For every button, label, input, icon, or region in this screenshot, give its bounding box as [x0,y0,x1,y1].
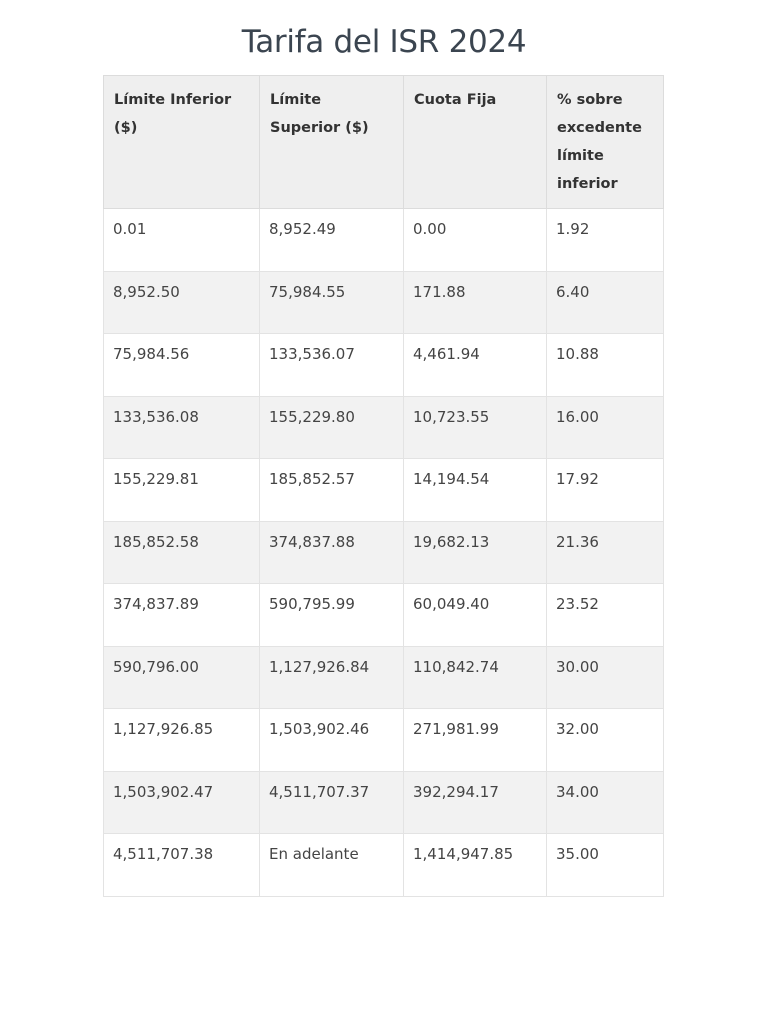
cell-limite-inferior: 75,984.56 [104,334,260,397]
cell-limite-superior: En adelante [260,834,404,897]
cell-limite-superior: 1,503,902.46 [260,709,404,772]
table-row [104,646,664,709]
table-row [104,271,664,334]
cell-porcentaje-excedente: 21.36 [547,521,664,584]
page-title: Tarifa del ISR 2024 [241,24,527,60]
table-row [104,709,664,772]
table-row [104,584,664,647]
cell-limite-superior: 8,952.49 [260,209,404,272]
cell-porcentaje-excedente: 17.92 [547,459,664,522]
cell-porcentaje-excedente: 32.00 [547,709,664,772]
isr-rate-table [103,75,664,897]
cell-porcentaje-excedente: 34.00 [547,771,664,834]
cell-limite-inferior: 590,796.00 [104,646,260,709]
cell-limite-inferior: 4,511,707.38 [104,834,260,897]
header-porcentaje-excedente: % sobre excedente límite inferior [547,76,664,209]
cell-cuota-fija: 4,461.94 [404,334,547,397]
cell-porcentaje-excedente: 1.92 [547,209,664,272]
cell-cuota-fija: 1,414,947.85 [404,834,547,897]
cell-limite-superior: 155,229.80 [260,396,404,459]
cell-cuota-fija: 10,723.55 [404,396,547,459]
cell-limite-inferior: 155,229.81 [104,459,260,522]
cell-cuota-fija: 14,194.54 [404,459,547,522]
table-body [104,209,664,897]
table-row [104,834,664,897]
table-row [104,334,664,397]
cell-limite-superior: 4,511,707.37 [260,771,404,834]
cell-cuota-fija: 392,294.17 [404,771,547,834]
table-row [104,771,664,834]
cell-porcentaje-excedente: 10.88 [547,334,664,397]
cell-limite-superior: 75,984.55 [260,271,404,334]
cell-limite-inferior: 1,127,926.85 [104,709,260,772]
cell-limite-superior: 185,852.57 [260,459,404,522]
cell-limite-superior: 133,536.07 [260,334,404,397]
table-header [104,76,664,209]
cell-limite-superior: 374,837.88 [260,521,404,584]
cell-limite-superior: 1,127,926.84 [260,646,404,709]
header-limite-superior: Límite Superior ($) [260,76,404,209]
table-header-row [104,76,664,209]
table-row [104,459,664,522]
cell-porcentaje-excedente: 23.52 [547,584,664,647]
cell-cuota-fija: 19,682.13 [404,521,547,584]
cell-cuota-fija: 171.88 [404,271,547,334]
cell-limite-inferior: 374,837.89 [104,584,260,647]
table-row [104,521,664,584]
cell-limite-inferior: 185,852.58 [104,521,260,584]
cell-limite-inferior: 133,536.08 [104,396,260,459]
cell-porcentaje-excedente: 35.00 [547,834,664,897]
header-cuota-fija: Cuota Fija [404,76,547,209]
header-limite-inferior: Límite Inferior ($) [104,76,260,209]
isr-rate-table-container [103,75,663,897]
cell-limite-inferior: 8,952.50 [104,271,260,334]
table-row [104,396,664,459]
cell-cuota-fija: 0.00 [404,209,547,272]
cell-cuota-fija: 271,981.99 [404,709,547,772]
cell-porcentaje-excedente: 30.00 [547,646,664,709]
cell-porcentaje-excedente: 6.40 [547,271,664,334]
table-row [104,209,664,272]
cell-limite-superior: 590,795.99 [260,584,404,647]
cell-cuota-fija: 110,842.74 [404,646,547,709]
cell-limite-inferior: 0.01 [104,209,260,272]
cell-cuota-fija: 60,049.40 [404,584,547,647]
cell-porcentaje-excedente: 16.00 [547,396,664,459]
cell-limite-inferior: 1,503,902.47 [104,771,260,834]
